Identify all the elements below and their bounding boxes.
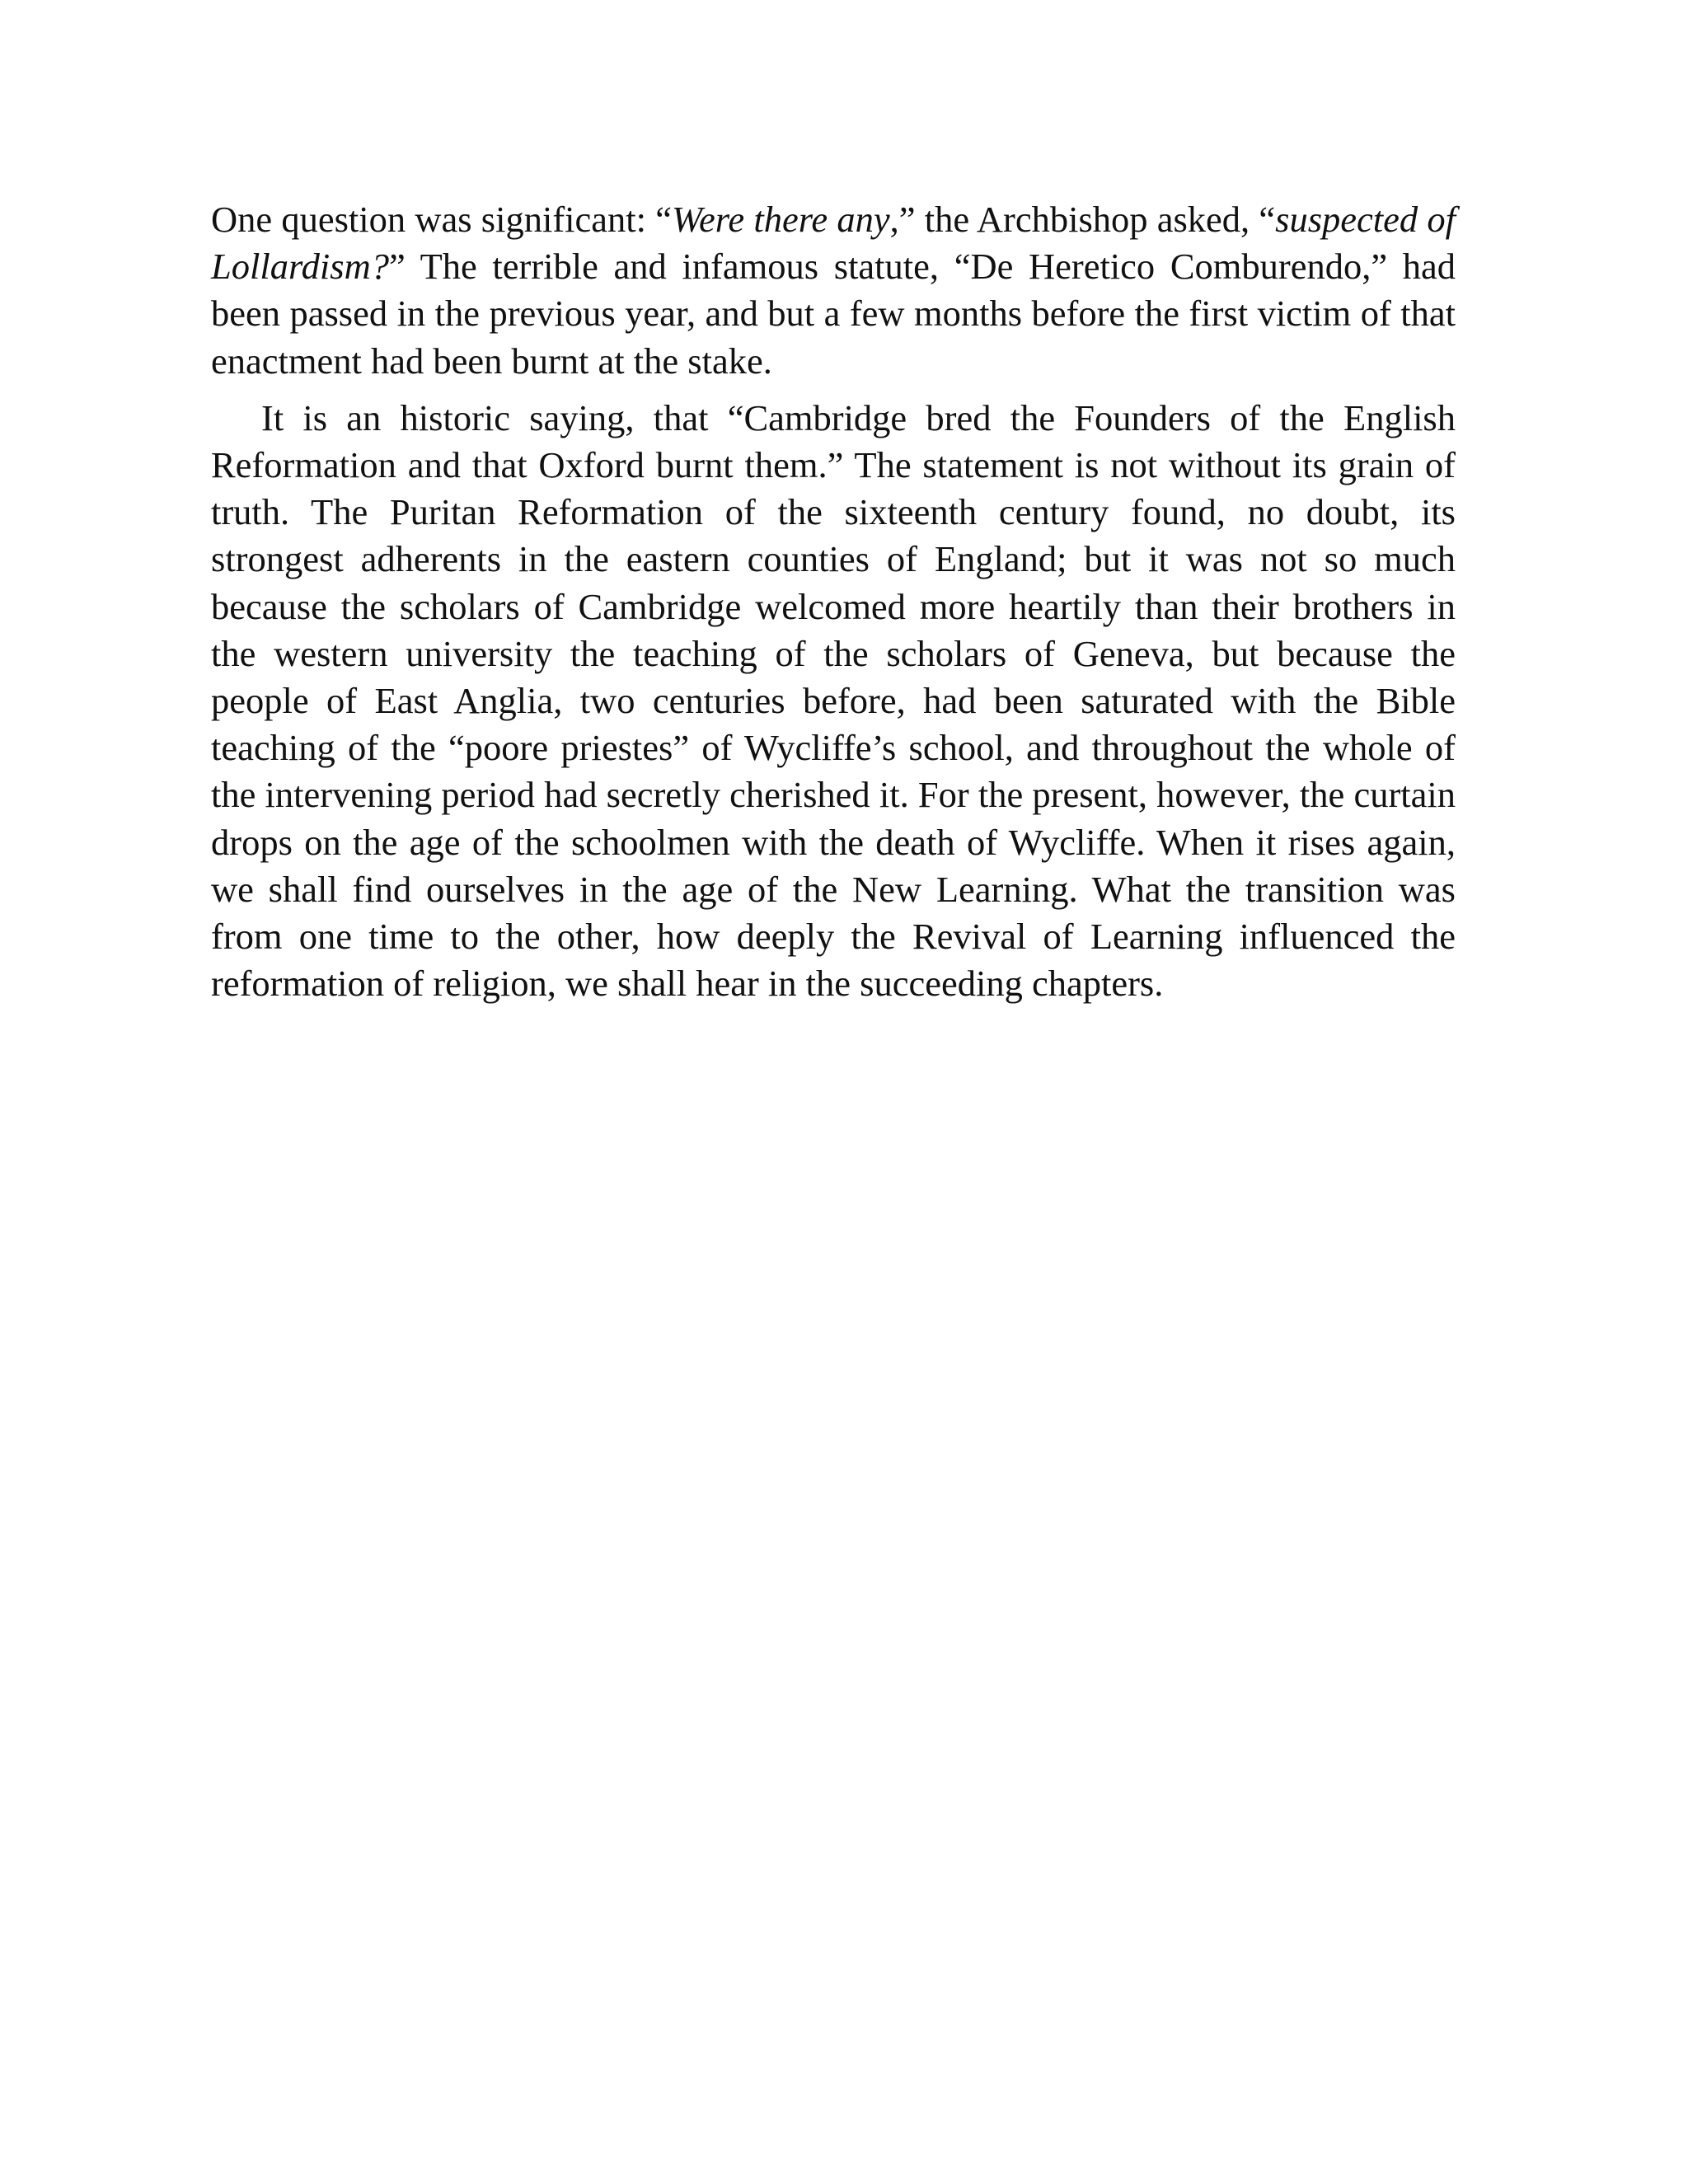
paragraph-1-segment-1: One question was significant: “ xyxy=(211,199,672,240)
paragraph-2-segment-1: It is an historic saying, that “Cambridge bred the Founders of the English Reformation and that Oxford burnt them.” The statement is not without its grain of truth. The Puritan Reformation of the sixteenth century found, no doubt, its strongest adherents in the eastern counties of England; but it was not so much because the scholars of Cambridge welcomed more heartily than their brothers in the western university the teaching of the scholars of Geneva, but because the people of East Anglia, two centuries before, had been saturated with the Bible teaching of the “poore priestes” of Wycliffe’s school, and throughout the whole of the intervening period had secretly cherished it. For the present, however, the curtain drops on the age of the schoolmen with the death of Wycliffe. When it rises again, we shall find ourselves in the age of the New Learning. What the transition was from one time to the other, how deeply the Revival of Learning influenced the reformation of religion, we shall hear in the succeeding chapters. xyxy=(211,396,1456,1005)
body-text xyxy=(211,196,1456,1007)
paragraph-1-segment-5: ” The terrible and infamous statute, “De Heretico Comburendo,” had been passed in the previous year, and but a few months before the first victim of that enactment had been burnt at the stake. xyxy=(211,246,1456,382)
paragraph-1-italic-quote-1: Were there any xyxy=(672,199,890,240)
paragraph-1 xyxy=(211,196,1456,385)
paragraph-1-segment-3: ,” the Archbishop asked, “ xyxy=(889,199,1276,240)
paragraph-2 xyxy=(211,395,1456,1008)
paragraph-1-italic-quote-2: suspected of Lollardism? xyxy=(211,199,1456,288)
